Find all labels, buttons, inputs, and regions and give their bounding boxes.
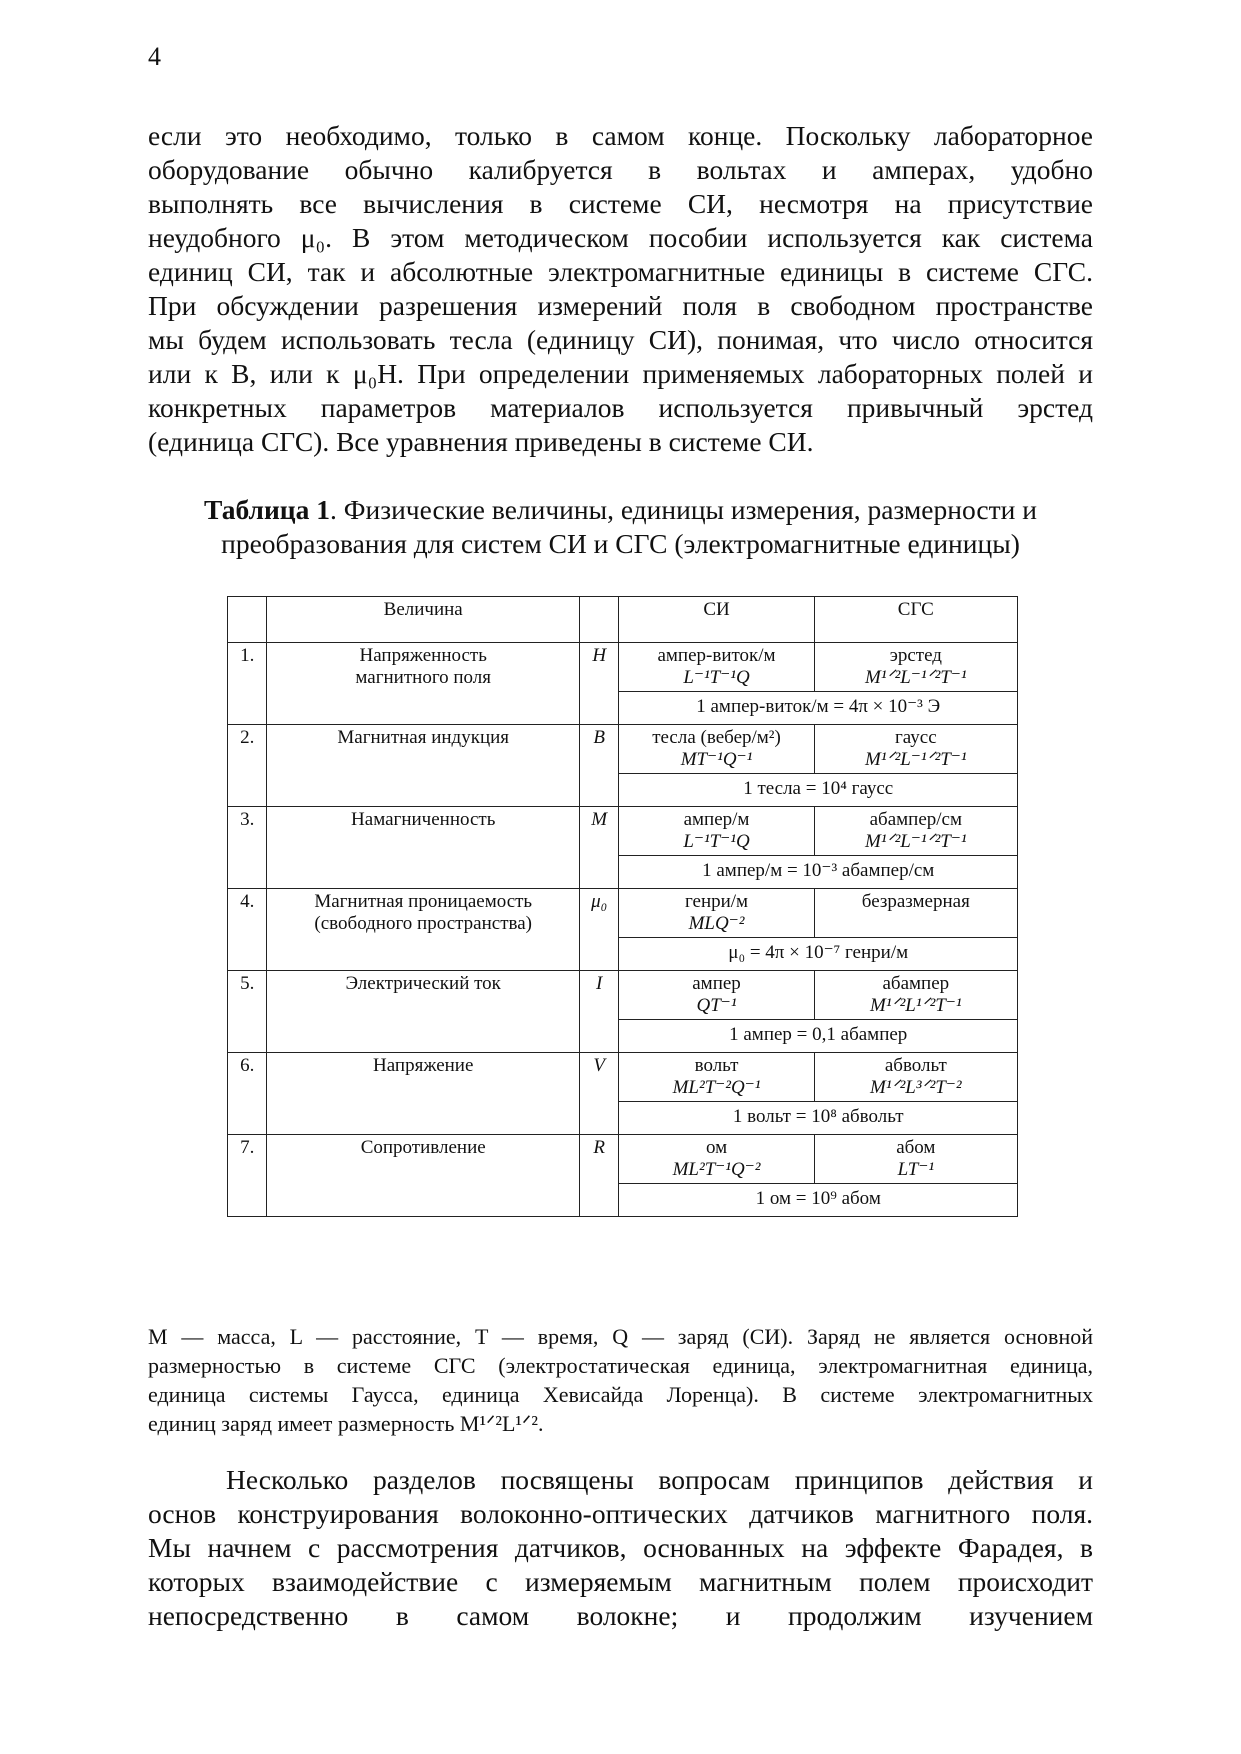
row-conversion: 1 ом = 10⁹ абом	[619, 1184, 1018, 1217]
cgs-dimension: M¹ᐟ²L⁻¹ᐟ²T⁻¹	[865, 749, 967, 770]
row-symbol: M	[579, 807, 618, 889]
intro-line: При обсуждении разрешения измерений поля в свободном пространстве	[148, 290, 1093, 321]
row-symbol: V	[579, 1053, 618, 1135]
table-row	[228, 889, 1018, 938]
row-conversion: μ₀ = 4π × 10⁻⁷ генри/м	[619, 938, 1018, 971]
row-quantity	[267, 807, 580, 889]
table-header-row	[228, 597, 1018, 643]
row-quantity-line1: Напряжение	[373, 1055, 474, 1076]
row-quantity	[267, 1135, 580, 1217]
row-quantity	[267, 971, 580, 1053]
row-si-unit	[619, 807, 814, 856]
row-si-unit	[619, 643, 814, 692]
table-caption	[148, 493, 1093, 561]
units-table	[227, 596, 1018, 1217]
outro-line: которых взаимодействие с измеряемым магнитным полем происходит	[148, 1566, 1093, 1597]
si-dimension: MLQ⁻²	[688, 913, 745, 934]
si-unit-name: ом	[705, 1137, 728, 1158]
cgs-unit-name: гаусс	[895, 727, 937, 748]
row-quantity	[267, 725, 580, 807]
row-conversion: 1 ампер = 0,1 абампер	[619, 1020, 1018, 1053]
header-symbol	[579, 597, 618, 643]
caption-text-2: преобразования для систем СИ и СГС (электромагнитные единицы)	[221, 528, 1020, 559]
intro-line: или к B, или к μ₀H. При определении применяемых лабораторных полей и	[148, 358, 1093, 389]
si-dimension: ML²T⁻²Q⁻¹	[672, 1077, 761, 1098]
table-row	[228, 1053, 1018, 1102]
cgs-unit-name: безразмерная	[861, 891, 970, 912]
row-cgs-unit	[814, 643, 1017, 692]
table-row	[228, 971, 1018, 1020]
row-number: 1.	[228, 643, 267, 725]
row-quantity-line2: магнитного поля	[355, 667, 492, 688]
intro-paragraph	[148, 119, 1093, 459]
row-cgs-unit	[814, 807, 1017, 856]
notes-line: единица системы Гаусса, единица Хевисайда Лоренца). В системе электромагнитных	[148, 1382, 1093, 1407]
row-cgs-unit	[814, 889, 1017, 938]
si-unit-name: вольт	[694, 1055, 739, 1076]
row-quantity	[267, 643, 580, 725]
row-symbol: B	[579, 725, 618, 807]
intro-line: мы будем использовать тесла (единицу СИ), понимая, что число относится	[148, 324, 1093, 355]
row-symbol: μ₀	[579, 889, 618, 971]
table-row	[228, 643, 1018, 692]
header-cgs: СГС	[814, 597, 1017, 643]
row-quantity-line1: Магнитная проницаемость	[314, 891, 533, 912]
row-quantity-line1: Сопротивление	[360, 1137, 486, 1158]
outro-line: Мы начнем с рассмотрения датчиков, основанных на эффекте Фарадея, в	[148, 1532, 1093, 1563]
outro-line: основ конструирования волоконно-оптических датчиков магнитного поля.	[148, 1498, 1093, 1529]
row-quantity	[267, 889, 580, 971]
header-si: СИ	[619, 597, 814, 643]
si-dimension: L⁻¹T⁻¹Q	[683, 667, 750, 688]
si-dimension: MT⁻¹Q⁻¹	[680, 749, 753, 770]
row-symbol: R	[579, 1135, 618, 1217]
row-cgs-unit	[814, 1053, 1017, 1102]
row-conversion: 1 тесла = 10⁴ гаусс	[619, 774, 1018, 807]
cgs-unit-name: абампер	[882, 973, 950, 994]
caption-label: Таблица 1	[204, 494, 331, 525]
row-symbol: I	[579, 971, 618, 1053]
row-si-unit	[619, 1135, 814, 1184]
cgs-dimension: M¹ᐟ²L⁻¹ᐟ²T⁻¹	[865, 667, 967, 688]
row-cgs-unit	[814, 1135, 1017, 1184]
intro-line: выполнять все вычисления в системе СИ, несмотря на присутствие	[148, 188, 1093, 219]
row-number: 3.	[228, 807, 267, 889]
row-quantity-line1: Магнитная индукция	[337, 727, 510, 748]
row-quantity-line1: Напряженность	[359, 645, 487, 666]
header-num	[228, 597, 267, 643]
notes-line: размерностью в системе СГС (электростатическая единица, электромагнитная единица,	[148, 1353, 1093, 1378]
si-dimension: L⁻¹T⁻¹Q	[683, 831, 750, 852]
si-unit-name: ампер-виток/м	[657, 645, 776, 666]
cgs-unit-name: абампер/см	[869, 809, 963, 830]
row-cgs-unit	[814, 971, 1017, 1020]
intro-line: если это необходимо, только в самом конце. Поскольку лабораторное	[148, 120, 1093, 151]
row-si-unit	[619, 725, 814, 774]
si-unit-name: тесла (вебер/м²)	[652, 727, 781, 748]
cgs-unit-name: эрстед	[889, 645, 942, 666]
row-number: 4.	[228, 889, 267, 971]
notes-line: M — масса, L — расстояние, T — время, Q — заряд (СИ). Заряд не является основной	[148, 1324, 1093, 1349]
outro-paragraph	[148, 1463, 1093, 1633]
si-dimension: ML²T⁻¹Q⁻²	[672, 1159, 761, 1180]
row-number: 5.	[228, 971, 267, 1053]
outro-line: непосредственно в самом волокне; и продолжим изучением	[148, 1600, 1093, 1631]
header-quantity: Величина	[267, 597, 580, 643]
si-unit-name: генри/м	[684, 891, 749, 912]
page-number: 4	[148, 42, 161, 71]
row-number: 6.	[228, 1053, 267, 1135]
table-row	[228, 807, 1018, 856]
row-quantity-line2: (свободного пространства)	[314, 913, 532, 934]
intro-line: единиц СИ, так и абсолютные электромагнитные единицы в системе СГС.	[148, 256, 1093, 287]
intro-line: конкретных параметров материалов используется привычный эрстед	[148, 392, 1093, 423]
si-unit-name: ампер	[692, 973, 741, 994]
cgs-dimension: M¹ᐟ²L¹ᐟ²T⁻¹	[870, 995, 962, 1016]
si-dimension: QT⁻¹	[696, 995, 737, 1016]
row-quantity-line1: Электрический ток	[345, 973, 501, 994]
row-number: 7.	[228, 1135, 267, 1217]
row-symbol: H	[579, 643, 618, 725]
row-conversion: 1 вольт = 10⁸ абвольт	[619, 1102, 1018, 1135]
row-si-unit	[619, 1053, 814, 1102]
table-row	[228, 725, 1018, 774]
cgs-unit-name: абвольт	[884, 1055, 947, 1076]
intro-line: (единица СГС). Все уравнения приведены в системе СИ.	[148, 426, 814, 457]
row-cgs-unit	[814, 725, 1017, 774]
row-quantity-line1: Намагниченность	[351, 809, 496, 830]
row-quantity	[267, 1053, 580, 1135]
cgs-dimension: LT⁻¹	[897, 1159, 935, 1180]
caption-text: . Физические величины, единицы измерения, размерности и	[330, 494, 1037, 525]
row-conversion: 1 ампер/м = 10⁻³ абампер/см	[619, 856, 1018, 889]
cgs-dimension: M¹ᐟ²L⁻¹ᐟ²T⁻¹	[865, 831, 967, 852]
row-conversion: 1 ампер-виток/м = 4π × 10⁻³ Э	[619, 692, 1018, 725]
row-si-unit	[619, 889, 814, 938]
si-unit-name: ампер/м	[683, 809, 750, 830]
cgs-unit-name: абом	[896, 1137, 936, 1158]
outro-line: Несколько разделов посвящены вопросам принципов действия и	[226, 1464, 1093, 1495]
row-si-unit	[619, 971, 814, 1020]
row-number: 2.	[228, 725, 267, 807]
notes-line: единиц заряд имеет размерность M¹ᐟ²L¹ᐟ².	[148, 1411, 544, 1436]
table-notes	[148, 1322, 1093, 1438]
intro-line: оборудование обычно калибруется в вольтах и амперах, удобно	[148, 154, 1093, 185]
intro-line: неудобного μ₀. В этом методическом пособии используется как система	[148, 222, 1093, 253]
cgs-dimension: M¹ᐟ²L³ᐟ²T⁻²	[870, 1077, 962, 1098]
table-row	[228, 1135, 1018, 1184]
